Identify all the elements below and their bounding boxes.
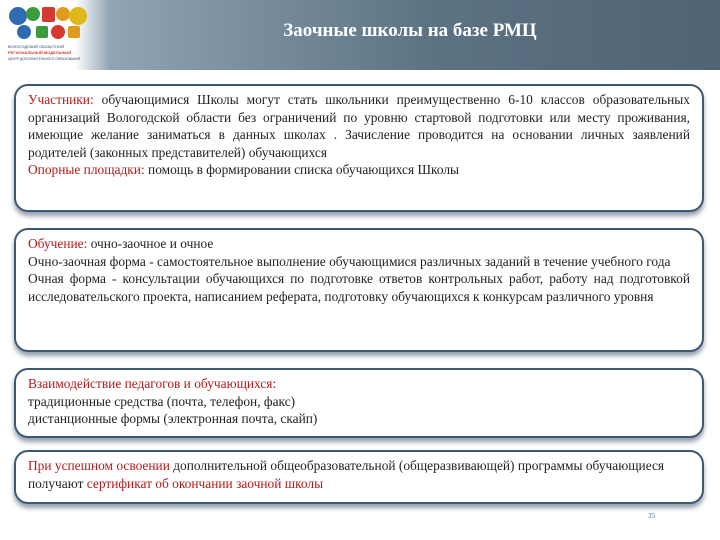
part-time-form-text: Очно-заочная форма - самостоятельное выполнение обучающимися различных заданий в течение учебного года (28, 253, 671, 269)
certificate-paragraph (28, 457, 690, 492)
success-label: При успешном освоении (28, 458, 170, 473)
training-text: очно-заочное и очное (87, 236, 214, 251)
participants-label: Участники: (28, 92, 94, 107)
logo-text-3: ЦЕНТР ДОПОЛНИТЕЛЬНОГО ОБРАЗОВАНИЯ (8, 57, 81, 61)
header-bar (0, 0, 720, 70)
traditional-means-text: традиционные средства (почта, телефон, факс) (28, 393, 296, 409)
interaction-box (14, 368, 704, 438)
interaction-label: Взаимодействие педагогов и обучающихся: (28, 376, 277, 391)
page-title: Заочные школы на базе РМЦ (283, 20, 537, 41)
logo-text-2: РЕГИОНАЛЬНЫЙ МОДЕЛЬНЫЙ (8, 50, 72, 55)
certificate-text: дополнительной общеобразовательной (общеразвивающей) программы обучающиеся получают (28, 458, 665, 491)
participants-box (14, 84, 704, 212)
certificate-name: сертификат об окончании заочной школы (86, 475, 324, 491)
full-time-form-text: Очная форма - консультации обучающихся по подготовке ответов контрольных работ, работу над подготовкой исследовательского проекта, написанием реферата, подготовку обучающихся к конкурсам различного уровня (28, 271, 690, 304)
logo-text-1: ВОЛОГОДСКИЙ ОБЛАСТНОЙ (8, 44, 65, 49)
training-paragraph (28, 235, 690, 253)
training-box (14, 228, 704, 352)
remote-forms-text: дистанционные формы (электронная почта, скайп) (28, 411, 318, 427)
certificate-box (14, 450, 704, 504)
support-sites-text: помощь в формировании списка обучающихся Школы (144, 162, 460, 178)
rmc-logo (6, 4, 96, 66)
page-number: 35 (648, 512, 655, 520)
training-label: Обучение: (28, 236, 88, 251)
support-sites-paragraph (28, 161, 690, 179)
participants-text: обучающимися Школы могут стать школьники преимущественно 6-10 классов образовательных организаций Вологодской области без ограничений по уровню стартовой подготовки или месту проживания, имеющие желание заниматься в данных школах . Зачисление проводится на основании личных заявлений родителей (законных представителей) обучающихся (28, 92, 690, 160)
participants-paragraph (28, 91, 690, 161)
support-sites-label: Опорные площадки: (28, 162, 145, 178)
